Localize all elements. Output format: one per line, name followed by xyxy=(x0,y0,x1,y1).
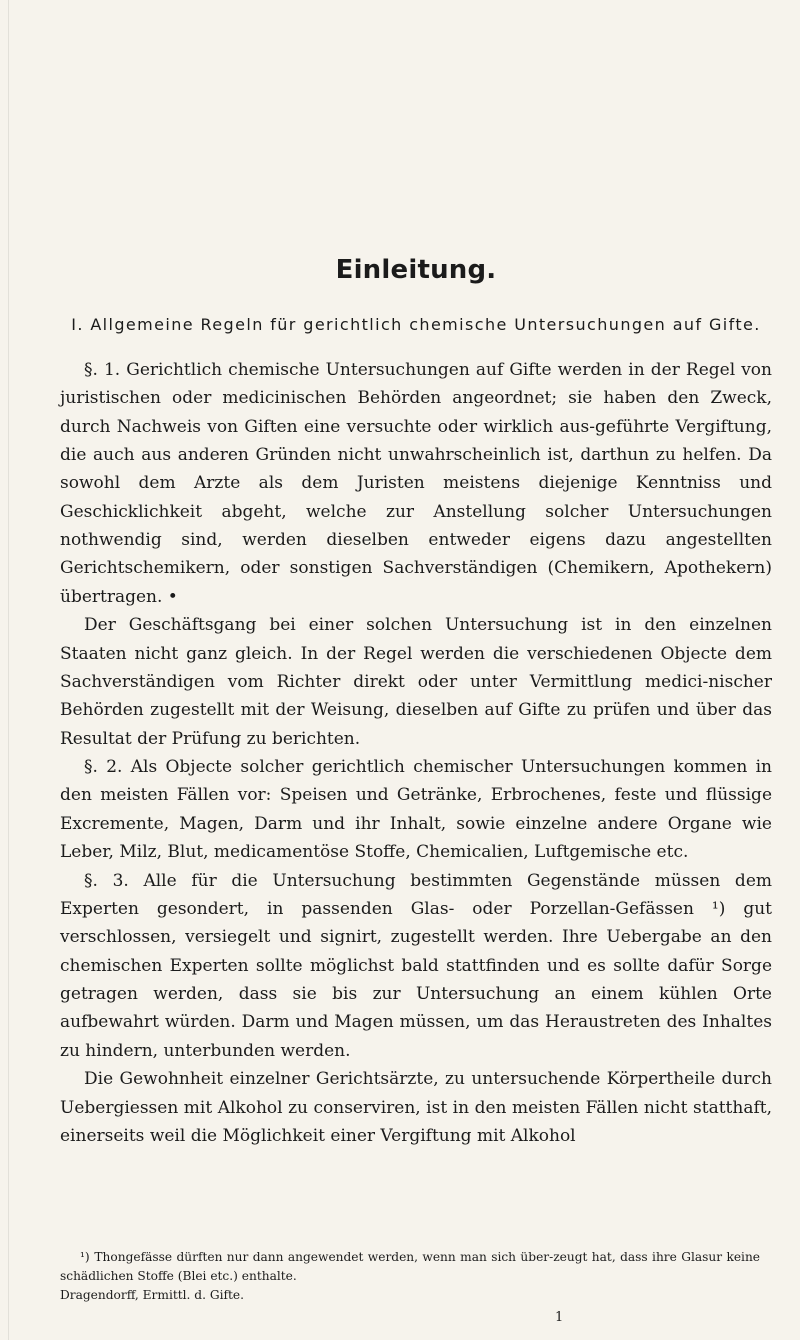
footnote-marker: ¹) xyxy=(80,1250,90,1264)
paragraph-1: §. 1. Gerichtlich chemische Untersuchungen auf Gifte werden in der Regel von juristischen oder medicinischen Behörden angeordnet; sie haben den Zweck, durch Nachweis von Giften eine versuchte oder wirklich aus-geführte Vergiftung, die auch aus anderen Gründen nicht unwahrscheinlich ist, darthun zu helfen. Da sowohl dem Arzte als dem Juristen meistens diejenige Kenntniss und Geschicklichkeit abgeht, welche zur Anstellung solcher Untersuchungen nothwendig sind, werden dieselben entweder eigens dazu angestellten Gerichtschemikern, oder sonstigen Sachverständigen (Chemikern, Apothekern) übertragen. • xyxy=(60,359,772,607)
paragraph-4: §. 3. Alle für die Untersuchung bestimmten Gegenstände müssen dem Experten gesondert, in passenden Glas- oder Porzellan-Gefässen ¹) gut verschlossen, versiegelt und signirt, zugestellt werden. Ihre Uebergabe an den chemischen Experten sollte möglichst bald stattfinden und es sollte dafür Sorge getragen werden, dass sie bis zur Untersuchung an einem kühlen Orte aufbewahrt würden. Darm und Magen müssen, um das Heraustreten des Inhaltes zu hindern, unterbunden werden. xyxy=(60,870,772,1061)
footnote-text: Thongefässe dürften nur dann angewendet werden, wenn man sich über-zeugt hat, dass ihre Glasur keine schädlichen Stoffe (Blei etc.) enthalte. xyxy=(60,1250,761,1284)
chapter-title: Einleitung. xyxy=(335,255,497,285)
section-heading: I. Allgemeine Regeln für gerichtlich chemische Untersuchungen auf Gifte. xyxy=(71,315,761,334)
paragraph-2: Der Geschäftsgang bei einer solchen Untersuchung ist in den einzelnen Staaten nicht ganz gleich. In der Regel werden die verschiedenen Objecte dem Sachverständigen vom Richter direkt oder unter Vermittlung medici-nischer Behörden zugestellt mit der Weisung, dieselben auf Gifte zu prüfen und über das Resultat der Prüfung zu berichten. xyxy=(60,615,772,749)
footnotes xyxy=(60,1248,760,1305)
footnote-1 xyxy=(60,1248,760,1286)
page-content xyxy=(60,255,772,1150)
paragraph-3: §. 2. Als Objecte solcher gerichtlich chemischer Untersuchungen kommen in den meisten Fällen vor: Speisen und Getränke, Erbrochenes, feste und flüssige Excremente, Magen, Darm und ihr Inhalt, sowie einzelne andere Organe wie Leber, Milz, Blut, medicamentöse Stoffe, Chemicalien, Luftgemische etc. xyxy=(60,757,772,863)
page-edge xyxy=(8,0,9,1340)
page-number: 1 xyxy=(555,1310,564,1325)
paragraph-5: Die Gewohnheit einzelner Gerichtsärzte, zu untersuchende Körpertheile durch Uebergiessen mit Alkohol zu conserviren, ist in den meisten Fällen nicht statthaft, einerseits weil die Möglichkeit einer Vergiftung mit Alkohol xyxy=(60,1069,772,1146)
source-line: Dragendorff, Ermittl. d. Gifte. xyxy=(60,1288,244,1303)
main-text xyxy=(60,356,772,1151)
